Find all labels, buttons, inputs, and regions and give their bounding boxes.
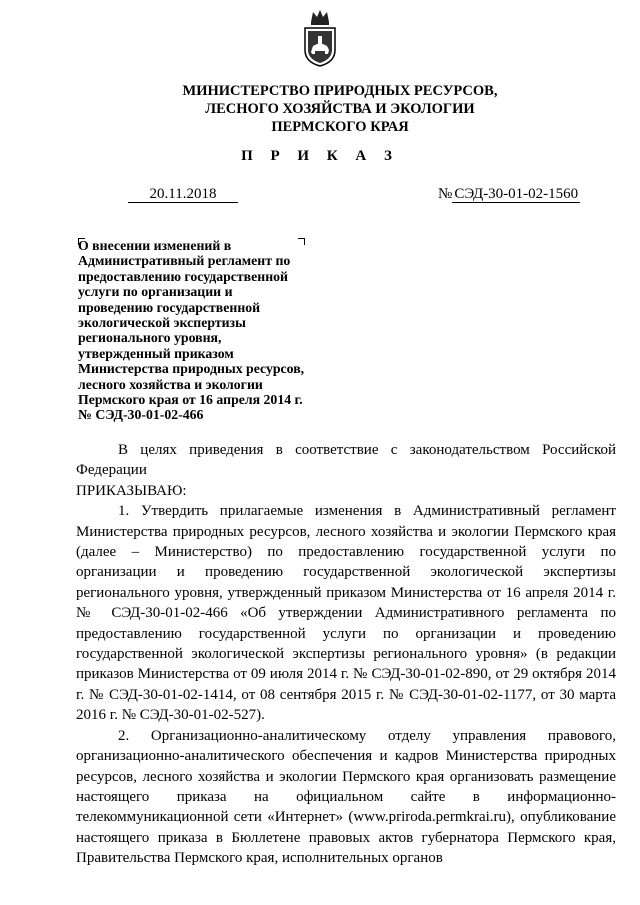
document-date-value: 20.11.2018 [128,186,238,203]
ministry-line-1: МИНИСТЕРСТВО ПРИРОДНЫХ РЕСУРСОВ, [182,83,498,99]
order-item-2: 2. Организационно-аналитическому отделу управления правового, организационно-аналитического обеспечения и кадров Министерства природных ресурсов, лесного хозяйства и экологии Пермского края организовать размещение настоящего приказа на официальном сайте в информационно-телекоммуникационной сети «Интернет» (www.priroda.permkrai.ru), опубликование настоящего приказа в Бюллетене правовых актов губернатора Пермского края, Правительства Пермского края, исполнительных органов [76,727,616,867]
document-number [438,186,580,203]
order-item-1: 1. Утвердить прилагаемые изменения в Административный регламент Министерства природных ресурсов, лесного хозяйства и экологии Пермского края (далее – Министерство) по предоставлению государственной услуги по организации и проведению государственной экологической экспертизы регионального уровня, утвержденный приказом Министерства от 16 апреля 2014 г. № СЭД-30-01-02-466 «Об утверждении Административного регламента по предоставлению государственной услуги по организации и проведению государственной экологической экспертизы регионального уровня» (в редакции приказов Министерства от 09 июля 2014 г. № СЭД-30-01-02-890, от 29 октября 2014 г. № СЭД-30-01-02-1414, от 08 сентября 2015 г. № СЭД-30-01-02-1177, от 30 марта 2016 г. № СЭД-30-01-02-527). [76,503,616,724]
document-type: П Р И К А З [241,148,399,164]
document-subject: О внесении изменений в Административный регламент по предоставлению государственной услуги по организации и проведению государственной экологической экспертизы регионального уровня, утвержденный приказом Министерства природных ресурсов, лесного хозяйства и экологии Пермского края от 16 апреля 2014 г. № СЭД-30-01-02-466 [78,238,305,423]
coat-of-arms-icon [301,8,339,68]
order-keyword: ПРИКАЗЫВАЮ: [76,482,187,499]
preamble-paragraph: В целях приведения в соответствие с законодательством Российской Федерации [76,442,616,479]
document-body [76,440,616,869]
ministry-line-2: ЛЕСНОГО ХОЗЯЙСТВА И ЭКОЛОГИИ [205,101,475,117]
ministry-name [120,82,560,136]
document-number-value: СЭД-30-01-02-1560 [454,186,579,202]
number-sign: № [438,186,453,202]
ministry-line-3: ПЕРМСКОГО КРАЯ [271,119,409,135]
document-date [128,186,238,203]
